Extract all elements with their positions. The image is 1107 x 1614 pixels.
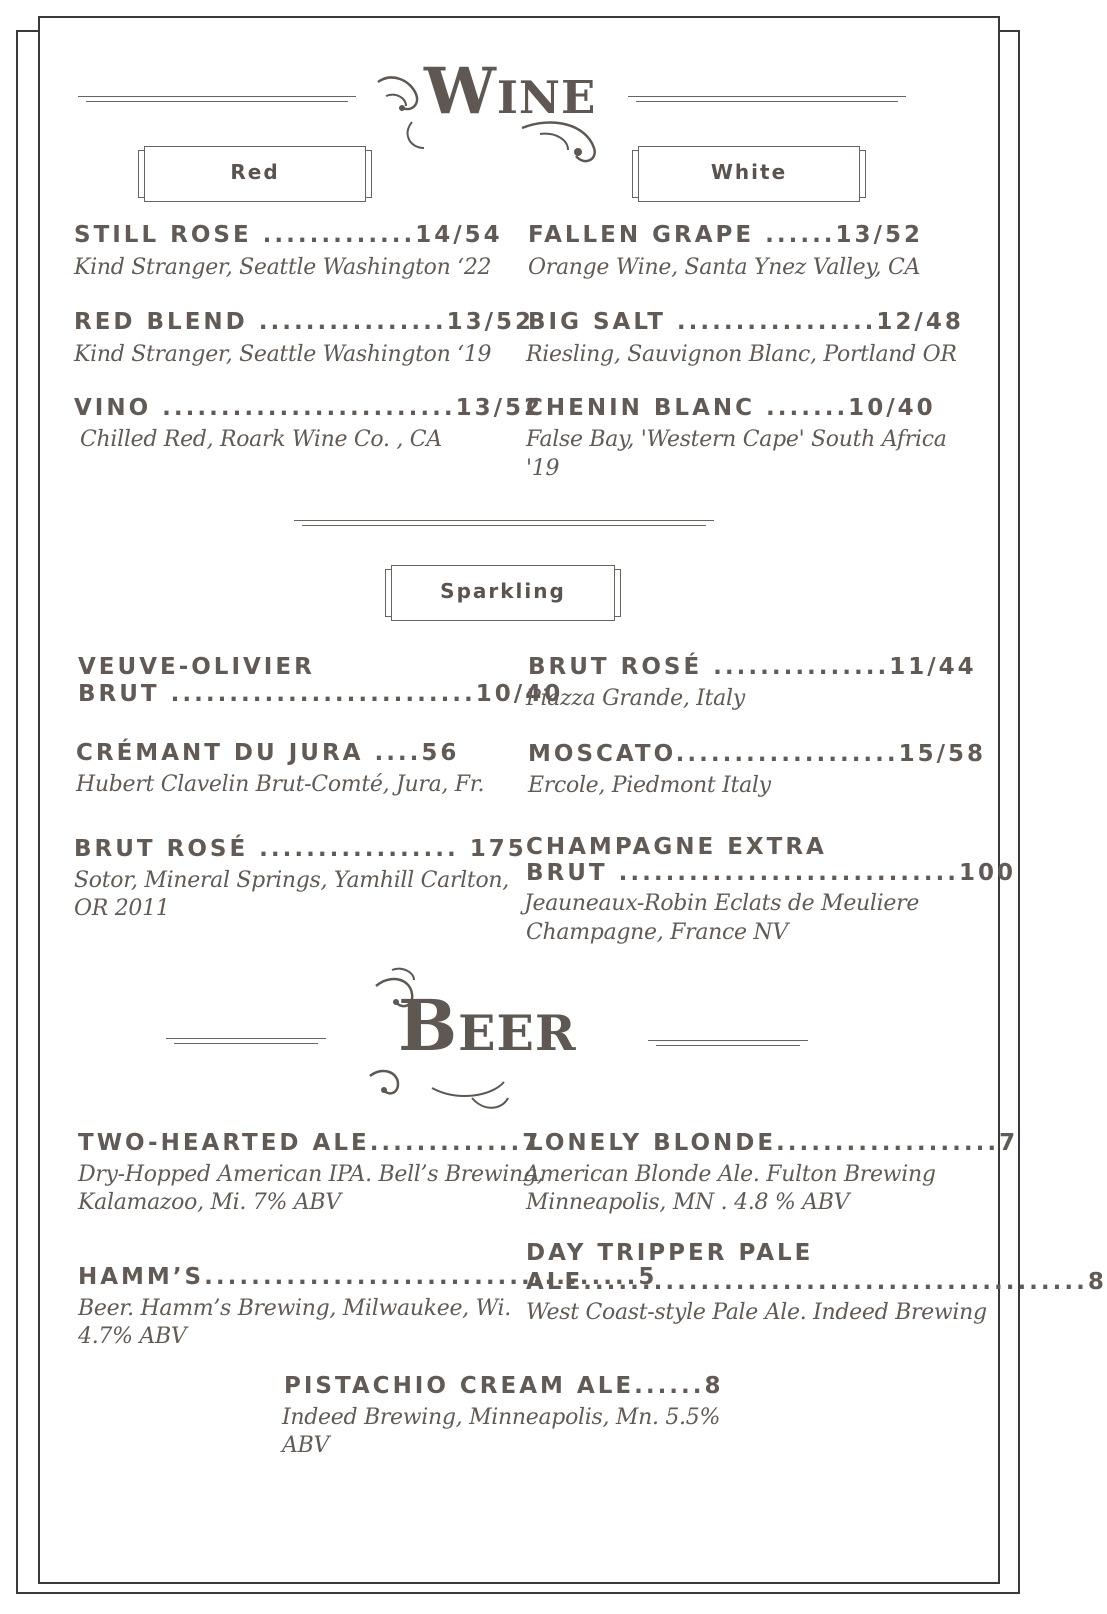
beer-item-desc: American Blonde Ale. Fulton Brewing: [524, 1162, 936, 1187]
white-item-desc: '19: [526, 456, 560, 481]
sparkling-item-desc: OR 2011: [74, 896, 170, 921]
beer-item-desc: 4.7% ABV: [78, 1324, 187, 1349]
wine-title-text: Wine: [424, 54, 597, 129]
sparkling-item-desc: Hubert Clavelin Brut-Comté, Jura, Fr.: [76, 772, 485, 797]
red-item-name: RED BLEND ................13/52: [74, 309, 534, 335]
white-item-name: FALLEN GRAPE ......13/52: [528, 222, 923, 248]
beer-item-desc: Kalamazoo, Mi. 7% ABV: [78, 1190, 341, 1215]
beer-item-desc: Beer. Hamm’s Brewing, Milwaukee, Wi.: [78, 1296, 511, 1321]
sparkling-label-box: [385, 569, 621, 617]
sparkling-item-name: BRUT .............................100: [526, 860, 1017, 886]
beer-rule-right: [648, 1040, 808, 1047]
beer-item-desc: Dry-Hopped American IPA. Bell’s Brewing,: [78, 1162, 544, 1187]
sparkling-item-name: BRUT ROSÉ ................. 175: [74, 836, 527, 862]
red-label-box: [138, 150, 372, 198]
white-item-name: CHENIN BLANC .......10/40: [526, 395, 936, 421]
white-label-box: [632, 150, 866, 198]
white-item-desc: False Bay, 'Western Cape' South Africa: [526, 427, 947, 452]
white-item-desc: Orange Wine, Santa Ynez Valley, CA: [528, 255, 921, 280]
wine-title: [424, 54, 614, 154]
wine-rule-right: [628, 96, 906, 103]
beer-item-name: HAMM’S.....................................5: [78, 1264, 658, 1290]
sparkling-item-desc: Jeauneaux-Robin Eclats de Meuliere: [524, 891, 920, 916]
sparkling-item-name: BRUT ROSÉ ...............11/44: [528, 654, 977, 680]
red-label: Red: [230, 160, 280, 184]
red-item-desc: Kind Stranger, Seattle Washington ‘22: [74, 255, 492, 280]
white-item-desc: Riesling, Sauvignon Blanc, Portland OR: [526, 342, 957, 367]
white-item-name: BIG SALT .................12/48: [528, 309, 964, 335]
sparkling-item-desc: Piazza Grande, Italy: [526, 686, 745, 711]
beer-item-name: DAY TRIPPER PALE: [526, 1240, 814, 1266]
sparkling-item-name: MOSCATO...................15/58: [528, 741, 987, 767]
beer-item-desc: West Coast-style Pale Ale. Indeed Brewing: [526, 1300, 987, 1325]
beer-item-desc: Minneapolis, MN . 4.8 % ABV: [526, 1190, 850, 1215]
sparkling-item-name: VEUVE-OLIVIER: [78, 654, 315, 680]
red-item-name: VINO .........................13/52: [74, 395, 544, 421]
sparkling-label: Sparkling: [440, 579, 566, 603]
sparkling-item-desc: Sotor, Mineral Springs, Yamhill Carlton,: [74, 868, 509, 893]
beer-rule-left: [166, 1038, 326, 1045]
beer-item-desc: ABV: [282, 1433, 330, 1458]
sparkling-item-name: CHAMPAGNE EXTRA: [526, 834, 827, 860]
sparkling-item-name: BRUT ..........................10/40: [78, 681, 564, 707]
beer-item-name: LONELY BLONDE...................7: [528, 1130, 1019, 1156]
beer-title-text: Beer: [398, 984, 577, 1067]
beer-title: [398, 984, 598, 1094]
red-item-desc: Chilled Red, Roark Wine Co. , CA: [80, 427, 442, 452]
beer-item-name: TWO-HEARTED ALE.............7: [78, 1130, 542, 1156]
beer-item-desc: Indeed Brewing, Minneapolis, Mn. 5.5%: [282, 1405, 721, 1430]
beer-item-name: ALE...........................................8: [526, 1269, 1107, 1295]
beer-item-name: PISTACHIO CREAM ALE......8: [284, 1373, 724, 1399]
sparkling-divider: [294, 520, 714, 527]
sparkling-item-name: CRÉMANT DU JURA ....56: [76, 740, 460, 766]
red-item-desc: Kind Stranger, Seattle Washington ‘19: [74, 342, 492, 367]
white-label: White: [710, 160, 788, 184]
sparkling-item-desc: Champagne, France NV: [526, 920, 788, 945]
sparkling-item-desc: Ercole, Piedmont Italy: [528, 773, 771, 798]
red-item-name: STILL ROSE .............14/54: [74, 222, 503, 248]
wine-rule-left: [78, 96, 356, 103]
